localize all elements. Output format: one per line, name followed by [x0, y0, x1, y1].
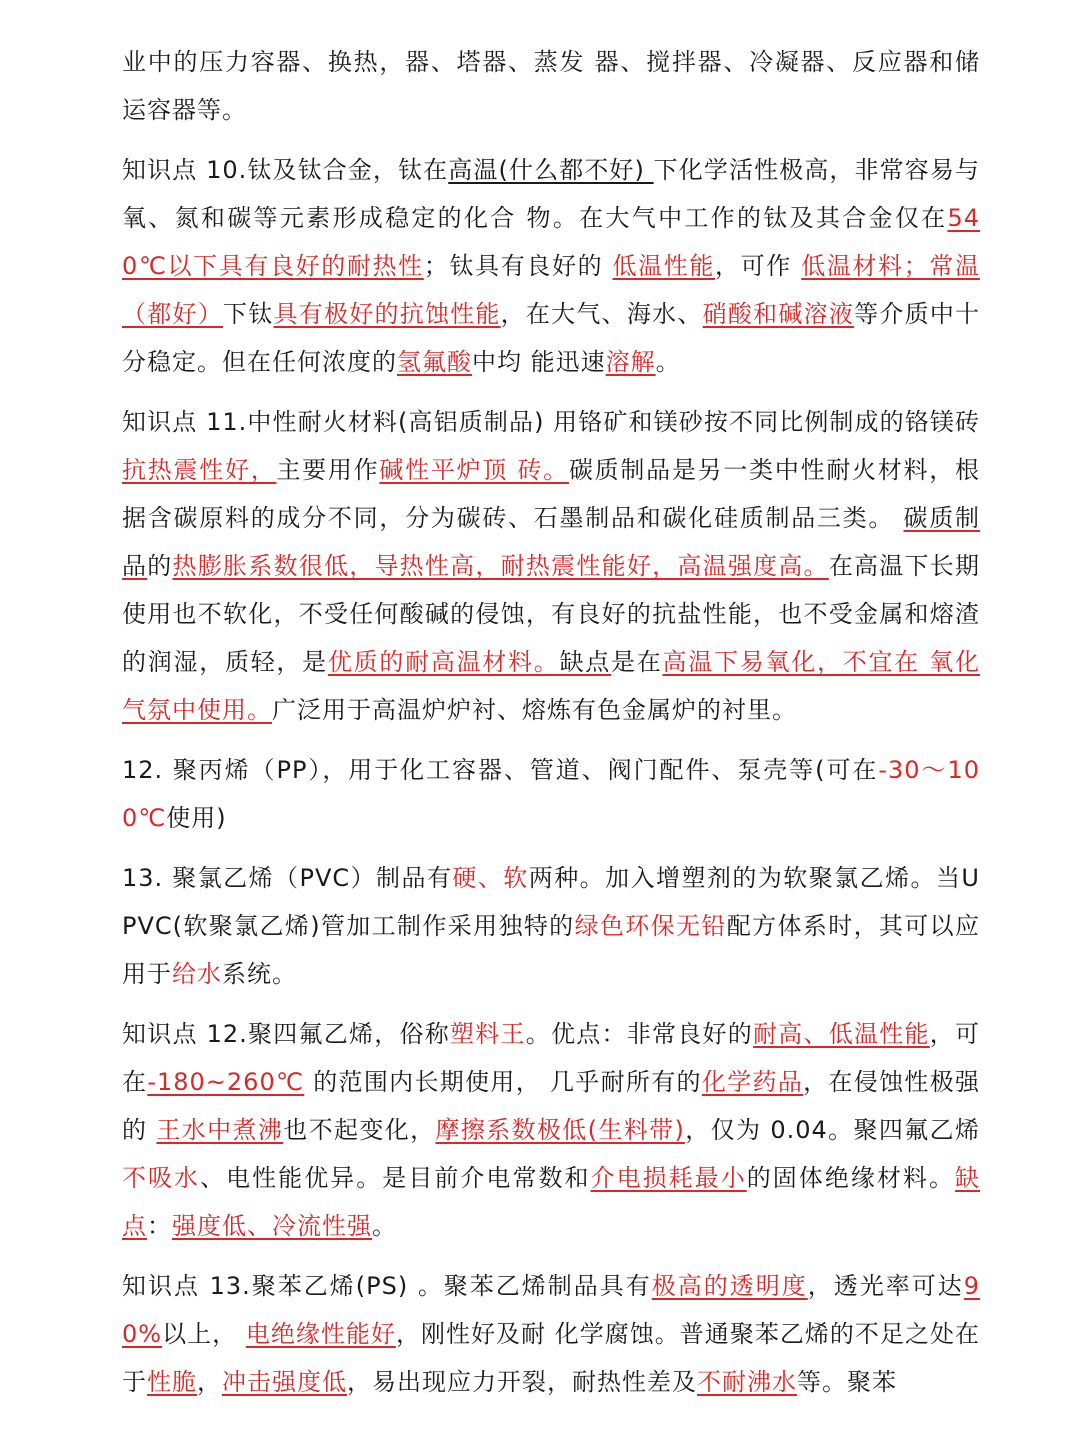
- highlighted-text: 强度低、冷流性强: [172, 1212, 372, 1240]
- paragraph: [122, 146, 980, 386]
- text-run: 。: [372, 1212, 397, 1240]
- text-run: ，可作: [715, 252, 802, 280]
- highlighted-text: 缺点: [122, 1164, 980, 1240]
- paragraph: [122, 854, 980, 998]
- text-run: 是在: [611, 648, 663, 676]
- text-run: 下钛: [222, 300, 274, 328]
- text-run: 、电性能优异。是目前介电常数和: [200, 1164, 591, 1192]
- text-run: 知识点 10.钛及钛合金，钛在: [122, 156, 449, 184]
- highlighted-text: 介电损耗最小: [590, 1164, 747, 1192]
- text-run: 两种。加入增塑剂的为软聚氯乙烯。当UPVC(软聚氯乙烯)管加工制作采用独特的: [122, 864, 980, 940]
- text-run: 等。聚苯: [797, 1368, 897, 1396]
- text-run: 中均 能迅速: [472, 348, 606, 376]
- text-run: 主要用作: [276, 456, 380, 484]
- highlighted-text: 优质的耐高温材料。: [327, 648, 560, 676]
- highlighted-text: 碱性平炉顶 砖。: [379, 456, 569, 484]
- highlighted-text: 摩擦系数极低(生料带): [435, 1116, 685, 1144]
- highlighted-text: 性脆: [147, 1368, 197, 1396]
- text-run: ，易出现应力开裂，耐热性差及: [347, 1368, 697, 1396]
- highlighted-text: 90%: [122, 1272, 981, 1348]
- paragraph: [122, 746, 980, 842]
- highlighted-text: 王水中煮沸: [156, 1116, 284, 1144]
- highlighted-text: 低温材料；常温 （都好）: [122, 252, 980, 328]
- highlighted-text: -180~260℃: [147, 1068, 305, 1096]
- highlighted-text: 具有极好的抗蚀性能: [273, 300, 501, 328]
- highlighted-text: 塑料王: [450, 1020, 526, 1048]
- text-run: 配方体系时，其可以应用于: [122, 912, 981, 988]
- text-run: 碳质制品是另一类中性耐火材料，根据含碳原料的成分不同，分为碳砖、石墨制品和碳化硅质制品三类。: [122, 456, 981, 532]
- text-run: 的: [147, 552, 173, 580]
- text-run: ，可在: [122, 1020, 981, 1096]
- text-run: 12. 聚丙烯（PP），用于化工容器、管道、阀门配件、泵壳等(可在: [122, 756, 879, 784]
- text-run: ，在大气、海水、: [500, 300, 703, 328]
- highlighted-text: 氢氟酸: [397, 348, 472, 376]
- text-run: 系统。: [222, 960, 297, 988]
- highlighted-text: 耐高、低温性能: [753, 1020, 930, 1048]
- highlighted-text: 抗热震性好，: [122, 456, 277, 484]
- text-run: ，刚性好及耐 化学腐蚀。普通聚苯乙烯的不足之处在于: [122, 1320, 980, 1396]
- text-run: 使用): [166, 804, 227, 832]
- highlighted-text: 低温性能: [612, 252, 716, 280]
- paragraph: [122, 38, 980, 134]
- paragraph: [122, 398, 980, 734]
- highlighted-text: 电绝缘性能好: [245, 1320, 396, 1348]
- text-run: 知识点 12.聚四氟乙烯，俗称: [122, 1020, 451, 1048]
- text-run: 广泛用于高温炉炉衬、熔炼有色金属炉的衬里。: [272, 696, 797, 724]
- highlighted-text: 冲击强度低: [222, 1368, 347, 1396]
- highlighted-text: 高温(什么都不好): [448, 156, 654, 184]
- text-run: 以上，: [162, 1320, 246, 1348]
- highlighted-text: 给水: [172, 960, 222, 988]
- text-run: 13. 聚氯乙烯（PVC）制品有: [122, 864, 453, 892]
- text-run: 。: [655, 348, 681, 376]
- highlighted-text: 极高的透明度: [651, 1272, 808, 1300]
- highlighted-text: 不耐沸水: [697, 1368, 797, 1396]
- highlighted-text: 绿色环保无铅: [574, 912, 727, 940]
- highlighted-text: 540℃以下具有良好的耐热性: [122, 204, 980, 280]
- highlighted-text: 缺点: [559, 648, 612, 676]
- paragraph: [122, 1010, 980, 1250]
- text-run: 业中的压力容器、换热，器、塔器、蒸发 器、搅拌器、冷凝器、反应器和储运容器等。: [122, 48, 980, 124]
- text-run: 知识点 13.聚苯乙烯(PS) 。聚苯乙烯制品具有: [122, 1272, 652, 1300]
- highlighted-text: 硝酸和碱溶液: [702, 300, 855, 328]
- text-run: ，透光率可达: [807, 1272, 964, 1300]
- highlighted-text: 化学药品: [701, 1068, 804, 1096]
- text-run: ，在侵蚀性极强的: [122, 1068, 981, 1144]
- text-run: ，仅为 0.04。聚四氟乙烯: [684, 1116, 981, 1144]
- highlighted-text: 热膨胀系数很低，导热性高，耐热震性能好，高温强度高。: [172, 552, 829, 580]
- paragraph: [122, 1262, 980, 1406]
- text-run: 。优点：非常良好的: [525, 1020, 754, 1048]
- text-run: 下化学活性极高，非常容易与氧、氮和碳等元素形成稳定的化合 物。在大气中工作的钛及其合金仅在: [122, 156, 980, 232]
- text-run: ，: [197, 1368, 222, 1396]
- text-run: ：: [147, 1212, 172, 1240]
- text-run: 等介质中十分稳定。但在任何浓度的: [122, 300, 981, 376]
- text-run: 知识点 11.中性耐火材料(高铝质制品) 用铬矿和镁砂按不同比例制成的铬镁砖: [122, 408, 980, 436]
- highlighted-text: 高温下易氧化，不宜在 氧化气氛中使用。: [122, 648, 981, 724]
- text-run: 的固体绝缘材料。: [746, 1164, 955, 1192]
- text-run: 的范围内长期使用， 几乎耐所有的: [304, 1068, 702, 1096]
- highlighted-text: 不吸水: [122, 1164, 201, 1192]
- highlighted-text: 溶解: [605, 348, 656, 376]
- text-run: 也不起变化，: [283, 1116, 436, 1144]
- text-run: 在高温下长期使用也不软化，不受任何酸碱的侵蚀，有良好的抗盐性能，也不受金属和熔渣的润湿，质轻，是: [122, 552, 981, 676]
- highlighted-text: -30～100℃: [122, 756, 980, 832]
- highlighted-text: 硬、软: [452, 864, 529, 892]
- text-run: ；钛具有良好的: [423, 252, 613, 280]
- highlighted-text: 碳质制品: [122, 504, 980, 580]
